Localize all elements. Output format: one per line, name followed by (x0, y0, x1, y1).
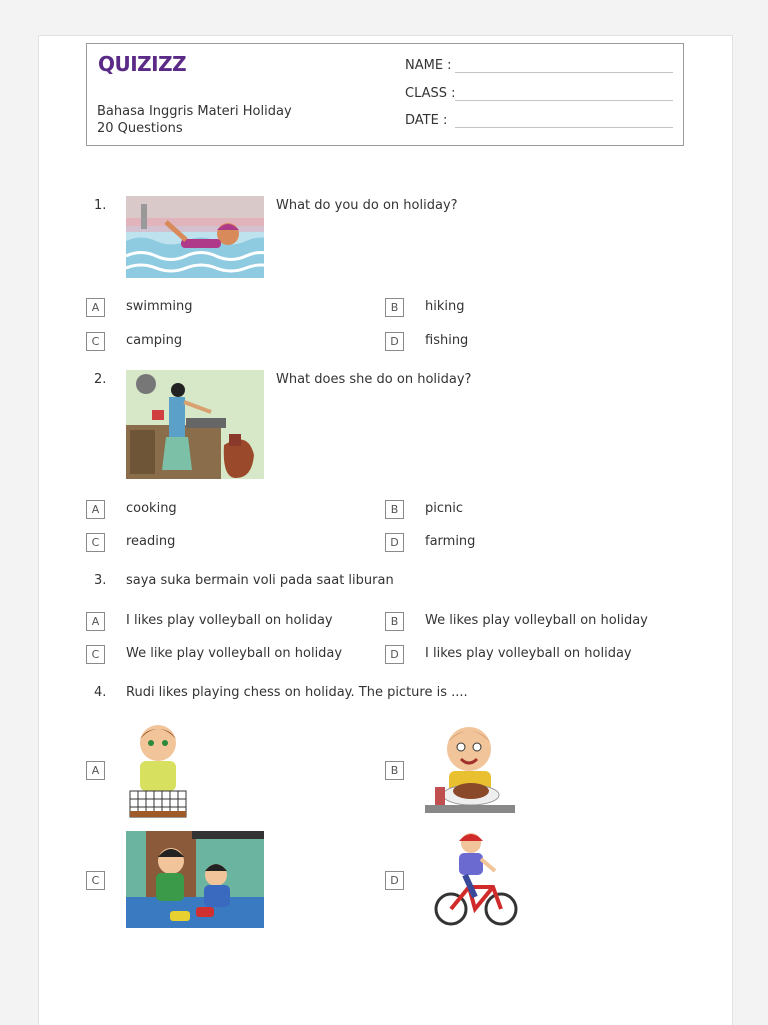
option-letter-d[interactable]: D (385, 871, 404, 890)
date-label: DATE : (405, 113, 448, 128)
question-text: Rudi likes playing chess on holiday. The picture is .... (126, 685, 468, 700)
kids-toy-cars-image[interactable] (126, 831, 264, 928)
quiz-title: Bahasa Inggris Materi Holiday (97, 104, 292, 119)
quizizz-logo: QUIZIZZ (98, 52, 187, 76)
option-text[interactable]: hiking (425, 299, 465, 314)
option-letter-b[interactable]: B (385, 612, 404, 631)
option-letter-d[interactable]: D (385, 332, 404, 351)
option-text[interactable]: We likes play volleyball on holiday (425, 613, 648, 628)
option-text[interactable]: reading (126, 534, 176, 549)
option-letter-c[interactable]: C (86, 871, 105, 890)
question-number: 3. (94, 573, 107, 588)
option-letter-b[interactable]: B (385, 298, 404, 317)
option-text[interactable]: farming (425, 534, 476, 549)
boy-bicycle-image[interactable] (425, 831, 521, 928)
option-text[interactable]: We like play volleyball on holiday (126, 646, 343, 661)
cooking-woman-image (126, 370, 264, 479)
option-letter-b[interactable]: B (385, 761, 404, 780)
option-text[interactable]: I likes play volleyball on holiday (425, 646, 632, 661)
option-text[interactable]: I likes play volleyball on holiday (126, 613, 333, 628)
worksheet-header (86, 43, 684, 146)
question-number: 1. (94, 198, 107, 213)
name-line (455, 72, 673, 73)
question-count: 20 Questions (97, 121, 183, 136)
option-letter-b[interactable]: B (385, 500, 404, 519)
option-letter-a[interactable]: A (86, 298, 105, 317)
class-field[interactable] (405, 86, 456, 101)
swimmer-image (126, 196, 264, 278)
option-text[interactable]: cooking (126, 501, 177, 516)
name-label: NAME : (405, 58, 452, 73)
option-letter-c[interactable]: C (86, 533, 105, 552)
option-text[interactable]: camping (126, 333, 183, 348)
option-letter-d[interactable]: D (385, 645, 404, 664)
option-letter-a[interactable]: A (86, 500, 105, 519)
date-field[interactable] (405, 113, 447, 128)
option-text[interactable]: swimming (126, 299, 193, 314)
name-field[interactable] (405, 58, 452, 73)
option-letter-c[interactable]: C (86, 332, 105, 351)
question-text: What do you do on holiday? (276, 198, 458, 213)
boy-eating-image[interactable] (425, 721, 515, 819)
option-letter-d[interactable]: D (385, 533, 404, 552)
option-text[interactable]: picnic (425, 501, 464, 516)
class-line (455, 100, 673, 101)
question-text: What does she do on holiday? (276, 372, 472, 387)
date-line (455, 127, 673, 128)
option-letter-a[interactable]: A (86, 612, 105, 631)
option-letter-a[interactable]: A (86, 761, 105, 780)
option-letter-c[interactable]: C (86, 645, 105, 664)
question-text: saya suka bermain voli pada saat liburan (126, 573, 394, 588)
boy-chess-image[interactable] (126, 721, 190, 819)
option-text[interactable]: fishing (425, 333, 469, 348)
question-number: 2. (94, 372, 107, 387)
class-label: CLASS : (405, 86, 456, 101)
question-number: 4. (94, 685, 107, 700)
